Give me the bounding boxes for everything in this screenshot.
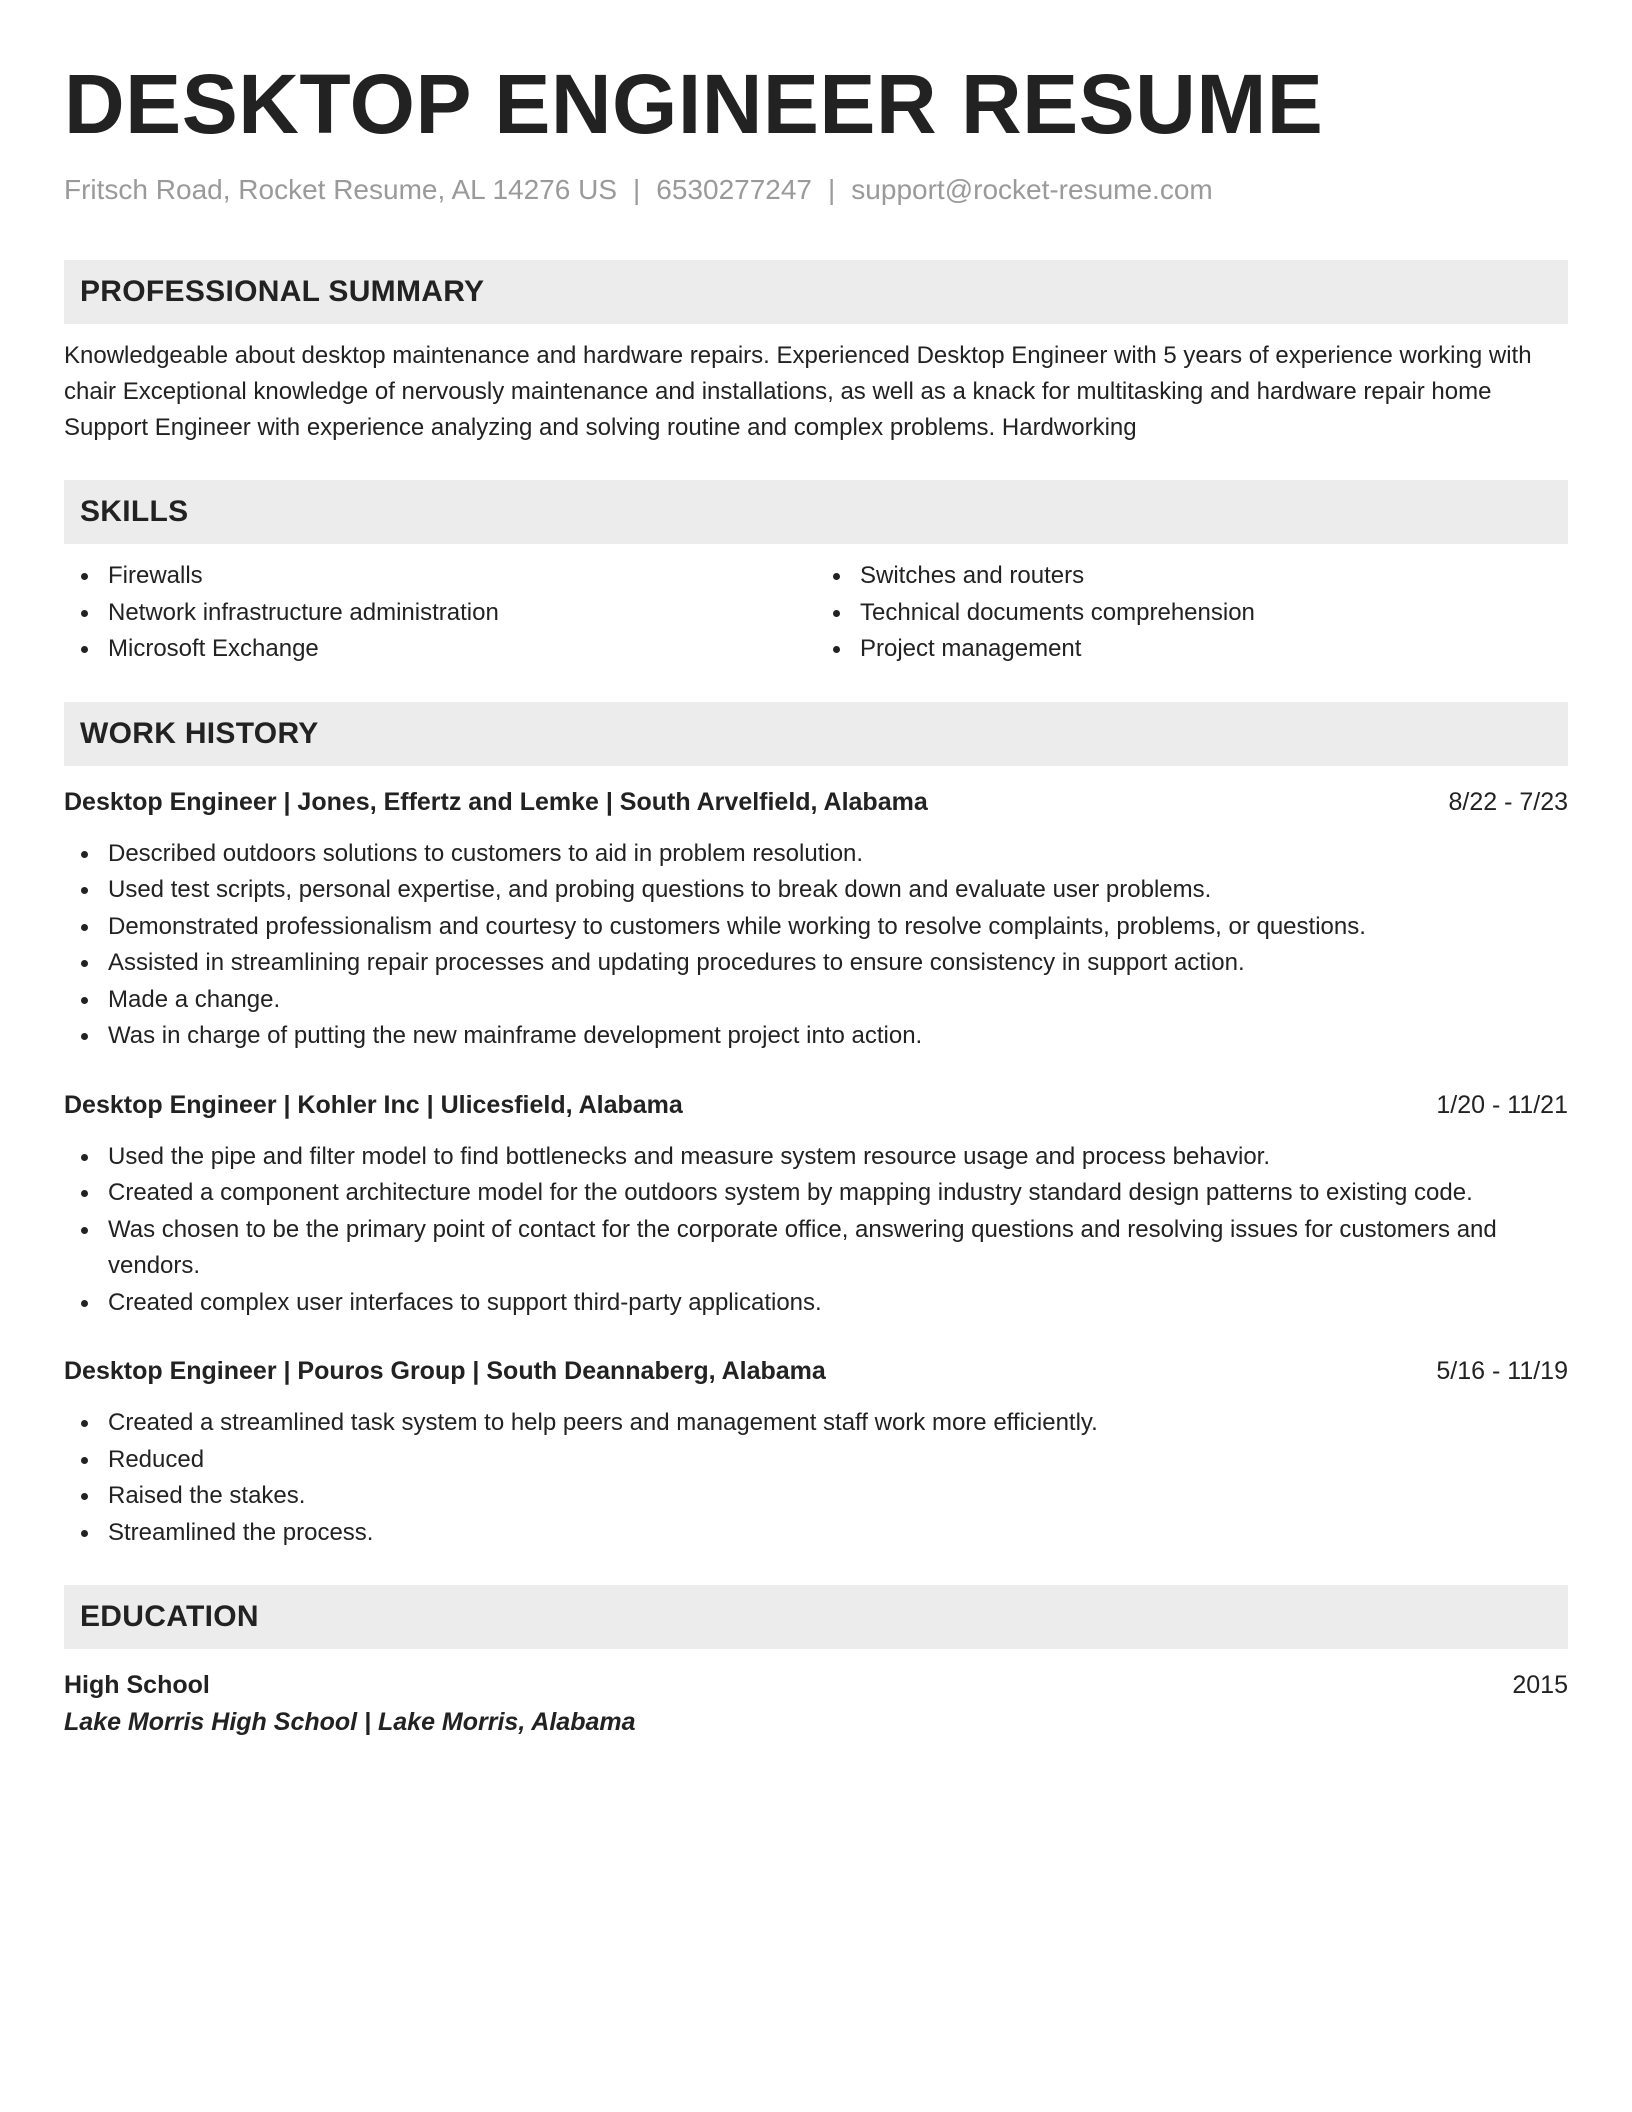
contact-phone: 6530277247	[656, 174, 813, 205]
summary-heading: PROFESSIONAL SUMMARY	[64, 260, 1568, 324]
education-year: 2015	[1512, 1671, 1568, 1699]
education-entry	[64, 1667, 1568, 1741]
job-bullet: Was chosen to be the primary point of contact for the corporate office, answering questions and resolving issues for customers and vendors.	[64, 1212, 1568, 1285]
contact-email: support@rocket-resume.com	[851, 174, 1213, 205]
job-bullet: Used test scripts, personal expertise, and probing questions to break down and evaluate user problems.	[64, 872, 1568, 909]
job-header	[64, 784, 1568, 820]
job-bullet: Created a streamlined task system to help peers and management staff work more efficiently.	[64, 1405, 1568, 1442]
resume-title: DESKTOP ENGINEER RESUME	[64, 57, 1324, 151]
skills-left-column	[64, 558, 816, 668]
job-bullet: Made a change.	[64, 982, 1568, 1019]
job-bullet: Used the pipe and filter model to find bottlenecks and measure system resource usage and process behavior.	[64, 1139, 1568, 1176]
job-title: Desktop Engineer | Kohler Inc | Ulicesfield, Alabama	[64, 1090, 683, 1119]
job-header	[64, 1087, 1568, 1123]
education-header	[64, 1667, 1568, 1703]
job-title: Desktop Engineer | Pouros Group | South Deannaberg, Alabama	[64, 1357, 826, 1385]
job-bullet: Created complex user interfaces to support third-party applications.	[64, 1285, 1568, 1322]
job-bullet: Created a component architecture model for the outdoors system by mapping industry standard design patterns to existing code.	[64, 1175, 1568, 1212]
education-degree: High School	[64, 1671, 210, 1699]
skills-right-column	[816, 558, 1568, 668]
contact-address: Fritsch Road, Rocket Resume, AL 14276 US	[64, 174, 617, 205]
skill-item: Firewalls	[64, 558, 816, 595]
job-bullet: Streamlined the process.	[64, 1515, 1568, 1552]
contact-separator: |	[633, 174, 641, 205]
job-bullet: Reduced	[64, 1442, 1568, 1479]
job-entry	[64, 1087, 1568, 1322]
job-bullets	[64, 1405, 1568, 1551]
job-bullet: Assisted in streamlining repair processes and updating procedures to ensure consistency in support action.	[64, 945, 1568, 982]
job-title: Desktop Engineer | Jones, Effertz and Lemke | South Arvelfield, Alabama	[64, 787, 928, 816]
education-school: Lake Morris High School | Lake Morris, Alabama	[64, 1708, 636, 1736]
job-entry	[64, 784, 1568, 1055]
skill-item: Network infrastructure administration	[64, 595, 816, 632]
contact-separator: |	[828, 174, 836, 205]
job-bullet: Demonstrated professionalism and courtesy to customers while working to resolve complaints, problems, or questions.	[64, 909, 1568, 946]
skill-item: Microsoft Exchange	[64, 631, 816, 668]
job-bullet: Described outdoors solutions to customers to aid in problem resolution.	[64, 836, 1568, 873]
skill-item: Project management	[816, 631, 1568, 668]
skill-item: Technical documents comprehension	[816, 595, 1568, 632]
skill-item: Switches and routers	[816, 558, 1568, 595]
job-bullet: Raised the stakes.	[64, 1478, 1568, 1515]
summary-text: Knowledgeable about desktop maintenance and hardware repairs. Experienced Desktop Engineer with 5 years of experience working with chair Exceptional knowledge of nervously maintenance and installations, as well as a knack for multitasking and hardware repair home Support Engineer with experience analyzing and solving routine and complex problems. Hardworking	[64, 342, 1532, 441]
job-dates: 8/22 - 7/23	[1448, 787, 1568, 816]
job-bullets	[64, 836, 1568, 1055]
education-heading: EDUCATION	[64, 1585, 1568, 1649]
job-dates: 5/16 - 11/19	[1436, 1357, 1568, 1385]
skills-grid	[64, 558, 1568, 668]
skills-heading: SKILLS	[64, 480, 1568, 544]
contact-line	[64, 172, 1568, 208]
job-bullet: Was in charge of putting the new mainframe development project into action.	[64, 1018, 1568, 1055]
job-bullets	[64, 1139, 1568, 1322]
job-header	[64, 1353, 1568, 1389]
job-entry	[64, 1353, 1568, 1551]
job-dates: 1/20 - 11/21	[1436, 1090, 1568, 1119]
work-history-heading: WORK HISTORY	[64, 702, 1568, 766]
